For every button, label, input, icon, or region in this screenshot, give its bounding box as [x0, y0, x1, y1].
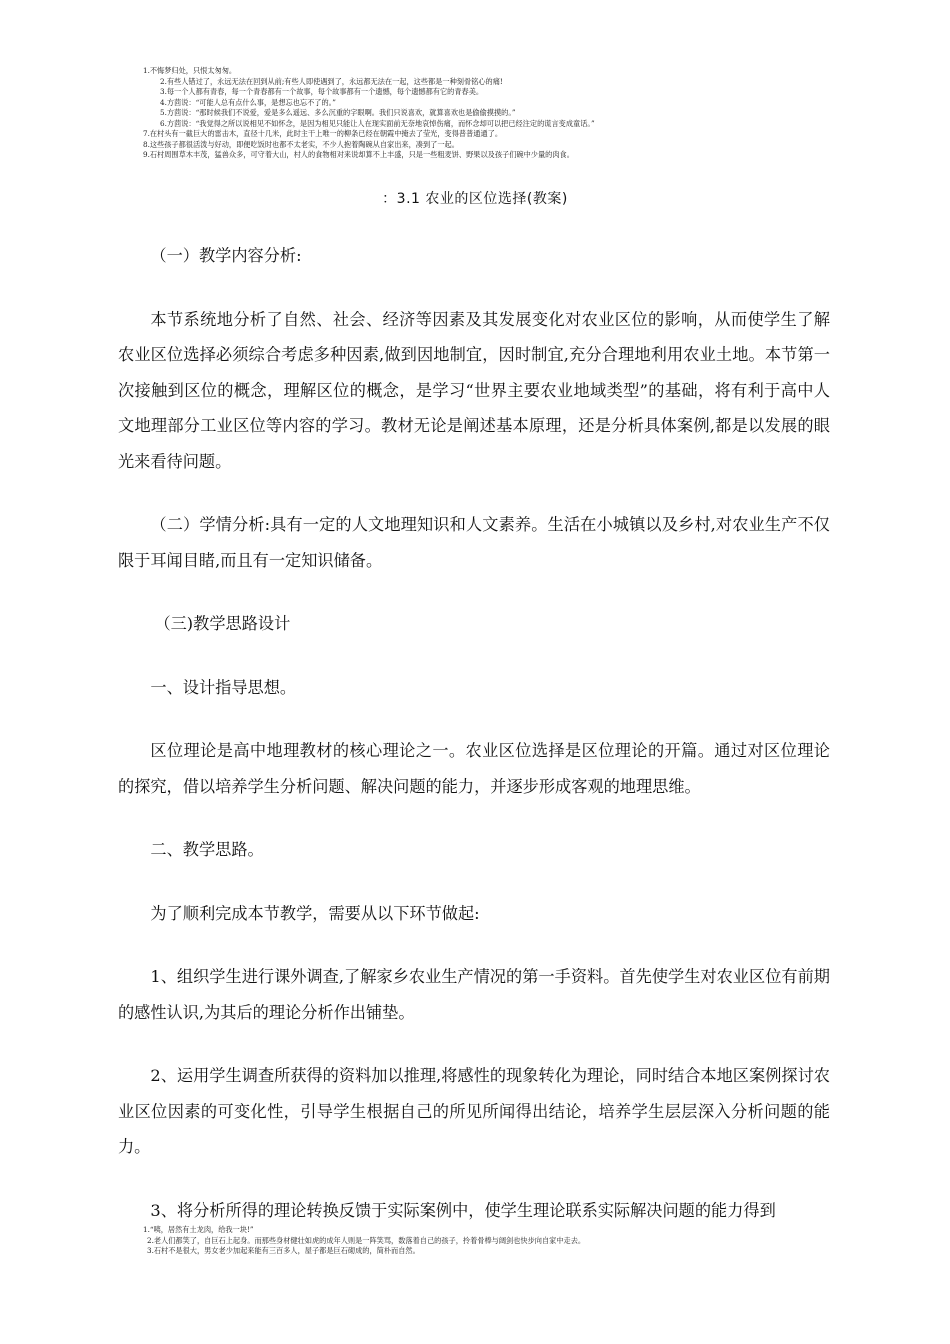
- bottom-footnotes: [143, 1225, 863, 1257]
- top-note-line: 5.方茴说：“那时候我们不说爱，爱是多么遥远、多么沉重的字眼啊。我们只说喜欢，就算喜欢也是偷偷摸摸的。”: [160, 108, 516, 117]
- top-note-line: 3.每一个人都有青春，每一个青春都有一个故事，每个故事都有一个遗憾，每个遗憾都有它的青春美。: [160, 87, 484, 96]
- section-heading-content-analysis: （一）教学内容分析:: [150, 246, 302, 265]
- bottom-note-line: 3.石村不是很大，男女老少加起来能有三百多人，屋子都是巨石砌成的，简朴而自然。: [147, 1246, 420, 1255]
- top-note-line: 7.在村头有一截巨大的雷击木，直径十几米，此时主干上唯一的柳条已经在朝霞中掩去了莹光，变得普普通通了。: [143, 129, 503, 138]
- subheading-teaching-approach: 二、教学思路。: [150, 840, 264, 859]
- top-footnotes: [143, 66, 863, 161]
- paragraph-step-1: 1、组织学生进行课外调查,了解家乡农业生产情况的第一手资料。首先使学生对农业区位有前期的感性认识,为其后的理论分析作出铺垫。: [118, 967, 830, 1022]
- paragraph-content-analysis: 本节系统地分析了自然、社会、经济等因素及其发展变化对农业区位的影响，从而使学生了解农业区位选择必须综合考虑多种因素,做到因地制宜，因时制宜,充分合理地利用农业土地。本节第一次接触到区位的概念，理解区位的概念，是学习“世界主要农业地域类型”的基础，将有利于高中人文地理部分工业区位等内容的学习。教材无论是阐述基本原理，还是分析具体案例,都是以发展的眼光来看待问题。: [118, 309, 830, 471]
- document-title: ：3.1 农业的区位选择(教案): [382, 191, 568, 207]
- bottom-note-line: 2.老人们都笑了，自巨石上起身。而那些身材健壮如虎的成年人则是一阵笑骂，数落着自己的孩子，拎着骨棒与阔剑也快步向自家中走去。: [147, 1235, 586, 1245]
- top-note-line: 9.石村周围草木丰茂，猛兽众多，可守着大山，村人的食物相对来说却算不上丰盛，只是一些粗麦饼、野果以及孩子们碗中少量的肉食。: [143, 150, 574, 159]
- paragraph-approach-intro: 为了顺利完成本节教学，需要从以下环节做起:: [150, 903, 480, 923]
- subheading-guiding-idea: 一、设计指导思想。: [150, 677, 297, 697]
- paragraph-step-3: 3、将分析所得的理论转换反馈于实际案例中，使学生理论联系实际解决问题的能力得到: [150, 1200, 776, 1220]
- top-note-line: 6.方茴说：“我觉得之所以说相见不如怀念，是因为相见只能让人在现实面前无奈地哀悼伤痛，而怀念却可以把已经注定的谎言变成童话。”: [160, 118, 595, 128]
- top-note-line: 8.这些孩子都很活泼与好动，即便吃饭时也都不太老实，不少人抱着陶碗从自家出来，凑到了一起。: [143, 139, 459, 149]
- bottom-note-line: 1.“咦，居然有土龙肉，给我一块!”: [143, 1225, 254, 1234]
- section-heading-teaching-design: （三)教学思路设计: [154, 614, 291, 633]
- document-body: [118, 238, 830, 1256]
- paragraph-step-2: 2、运用学生调查所获得的资料加以推理,将感性的现象转化为理论，同时结合本地区案例探讨农业区位因素的可变化性，引导学生根据自己的所见所闻得出结论，培养学生层层深入分析问题的能力。: [118, 1066, 830, 1156]
- top-note-line: 2.有些人错过了，永远无法在回到从前;有些人即使遇到了，永远都无法在一起，这些都是一种刻骨铭心的痛!: [160, 76, 503, 86]
- paragraph-guiding-idea: 区位理论是高中地理教材的核心理论之一。农业区位选择是区位理论的开篇。通过对区位理论的探究，借以培养学生分析问题、解决问题的能力，并逐步形成客观的地理思维。: [118, 741, 830, 796]
- top-note-line: 4.方茴说：“可能人总有点什么事，是想忘也忘不了的。”: [160, 97, 336, 107]
- paragraph-student-analysis: （二）学情分析:具有一定的人文地理知识和人文素养。生活在小城镇以及乡村,对农业生产不仅限于耳闻目睹,而且有一定知识储备。: [118, 515, 830, 570]
- top-note-line: 1.不悔梦归处，只恨太匆匆。: [143, 66, 237, 75]
